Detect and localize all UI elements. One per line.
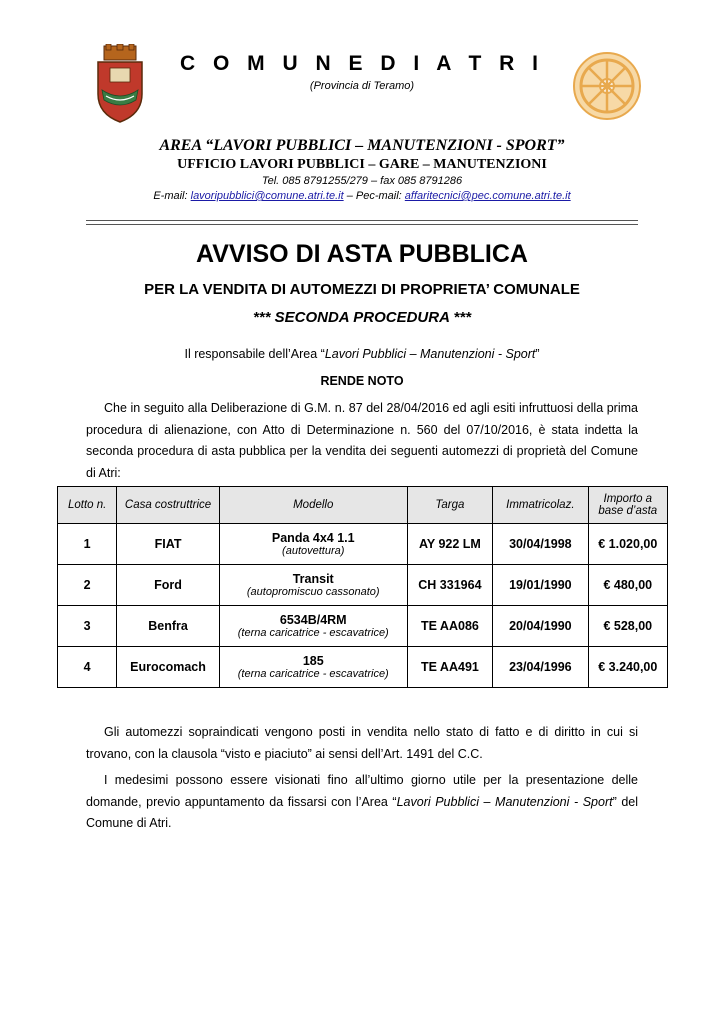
divider bbox=[86, 220, 638, 221]
responsible-pre: Il responsabile dell’Area “ bbox=[184, 347, 325, 361]
header-immatricolazione: Immatricolaz. bbox=[493, 487, 588, 524]
cell-casa: FIAT bbox=[117, 524, 220, 565]
responsible-area: Lavori Pubblici – Manutenzioni - Sport bbox=[324, 347, 536, 361]
model-note: (autovettura) bbox=[282, 545, 345, 557]
cell-lotto: 2 bbox=[58, 565, 117, 606]
header-casa: Casa costruttrice bbox=[117, 487, 220, 524]
cell-lotto: 4 bbox=[58, 647, 117, 688]
model-name: Panda 4x4 1.1 bbox=[271, 531, 355, 545]
table-row bbox=[58, 565, 668, 606]
cell-importo: € 528,00 bbox=[588, 606, 667, 647]
intro-paragraph bbox=[86, 398, 638, 484]
table-row bbox=[58, 647, 668, 688]
condition-paragraph bbox=[86, 722, 638, 765]
cell-modello bbox=[219, 565, 407, 606]
header-modello: Modello bbox=[219, 487, 407, 524]
header-targa: Targa bbox=[407, 487, 492, 524]
viewing-paragraph bbox=[86, 770, 638, 835]
cell-data: 20/04/1990 bbox=[493, 606, 588, 647]
cell-importo: € 3.240,00 bbox=[588, 647, 667, 688]
procedure-label: *** SECONDA PROCEDURA *** bbox=[252, 309, 472, 326]
vehicles-table bbox=[57, 486, 668, 688]
condition-text: Gli automezzi sopraindicati vengono posti in vendita nello stato di fatto e di diritto in cui si trovano, con la clausola “visto e piaciuto” ai sensi dell’Art. 1491 del C.C. bbox=[86, 725, 638, 761]
cell-lotto: 3 bbox=[58, 606, 117, 647]
cell-casa: Ford bbox=[117, 565, 220, 606]
office-heading: UFFICIO LAVORI PUBBLICI – GARE – MANUTENZIONI bbox=[177, 157, 547, 172]
intro-text: Che in seguito alla Deliberazione di G.M. n. 87 del 28/04/2016 ed agli esiti infruttuosi della prima procedura di alienazione, con Atto di Determinazione n. 560 del 07/10/2016, è stata indetta la seconda procedura di asta pubblica per la vendita dei seguenti automezzi di proprietà del Comune di Atri: bbox=[86, 401, 638, 480]
cell-importo: € 480,00 bbox=[588, 565, 667, 606]
cell-targa: TE AA086 bbox=[407, 606, 492, 647]
viewing-text-post: ” del Comune di Atri. bbox=[86, 794, 639, 830]
announces-heading: RENDE NOTO bbox=[320, 374, 404, 388]
responsible-line bbox=[0, 347, 724, 361]
pec-label: – Pec-mail: bbox=[346, 190, 402, 202]
cell-casa: Benfra bbox=[117, 606, 220, 647]
table-header-row bbox=[58, 487, 668, 524]
municipality-title: C O M U N E D I A T R I bbox=[180, 52, 544, 75]
model-name: Transit bbox=[292, 572, 334, 586]
pec-link[interactable]: affaritecnici@pec.comune.atri.te.it bbox=[404, 190, 571, 202]
email-line bbox=[0, 190, 724, 202]
email-label: E-mail: bbox=[153, 190, 188, 202]
cell-lotto: 1 bbox=[58, 524, 117, 565]
cell-data: 30/04/1998 bbox=[493, 524, 588, 565]
cell-modello bbox=[219, 606, 407, 647]
responsible-post: ” bbox=[535, 347, 540, 361]
email-link[interactable]: lavoripubblici@comune.atri.te.it bbox=[190, 190, 344, 202]
viewing-area: Lavori Pubblici – Manutenzioni - Sport bbox=[396, 794, 613, 809]
header-importo: Importo a base d’asta bbox=[588, 487, 667, 524]
model-note: (terna caricatrice - escavatrice) bbox=[237, 627, 389, 639]
model-note: (terna caricatrice - escavatrice) bbox=[237, 668, 389, 680]
model-name: 6534B/4RM bbox=[279, 613, 347, 627]
viewing-text-pre: I medesimi possono essere visionati fino all’ultimo giorno utile per la presentazione delle domande, previo appuntamento da fissarsi con l’Area “ bbox=[86, 773, 638, 809]
cell-targa: TE AA491 bbox=[407, 647, 492, 688]
table-row bbox=[58, 606, 668, 647]
header-lotto: Lotto n. bbox=[58, 487, 117, 524]
area-heading: AREA “LAVORI PUBBLICI – MANUTENZIONI - SPORT” bbox=[159, 137, 565, 154]
cell-importo: € 1.020,00 bbox=[588, 524, 667, 565]
cell-targa: CH 331964 bbox=[407, 565, 492, 606]
notice-title: AVVISO DI ASTA PUBBLICA bbox=[196, 240, 528, 268]
table-row bbox=[58, 524, 668, 565]
notice-subtitle: PER LA VENDITA DI AUTOMEZZI DI PROPRIETA’ COMUNALE bbox=[144, 281, 580, 298]
cell-modello bbox=[219, 524, 407, 565]
phone-line: Tel. 085 8791255/279 – fax 085 8791286 bbox=[261, 175, 463, 187]
divider bbox=[86, 224, 638, 225]
cell-targa: AY 922 LM bbox=[407, 524, 492, 565]
cell-data: 19/01/1990 bbox=[493, 565, 588, 606]
cell-data: 23/04/1996 bbox=[493, 647, 588, 688]
model-note: (autopromiscuo cassonato) bbox=[246, 586, 380, 598]
model-name: 185 bbox=[302, 654, 324, 668]
province-label: (Provincia di Teramo) bbox=[309, 80, 415, 92]
cell-modello bbox=[219, 647, 407, 688]
cell-casa: Eurocomach bbox=[117, 647, 220, 688]
